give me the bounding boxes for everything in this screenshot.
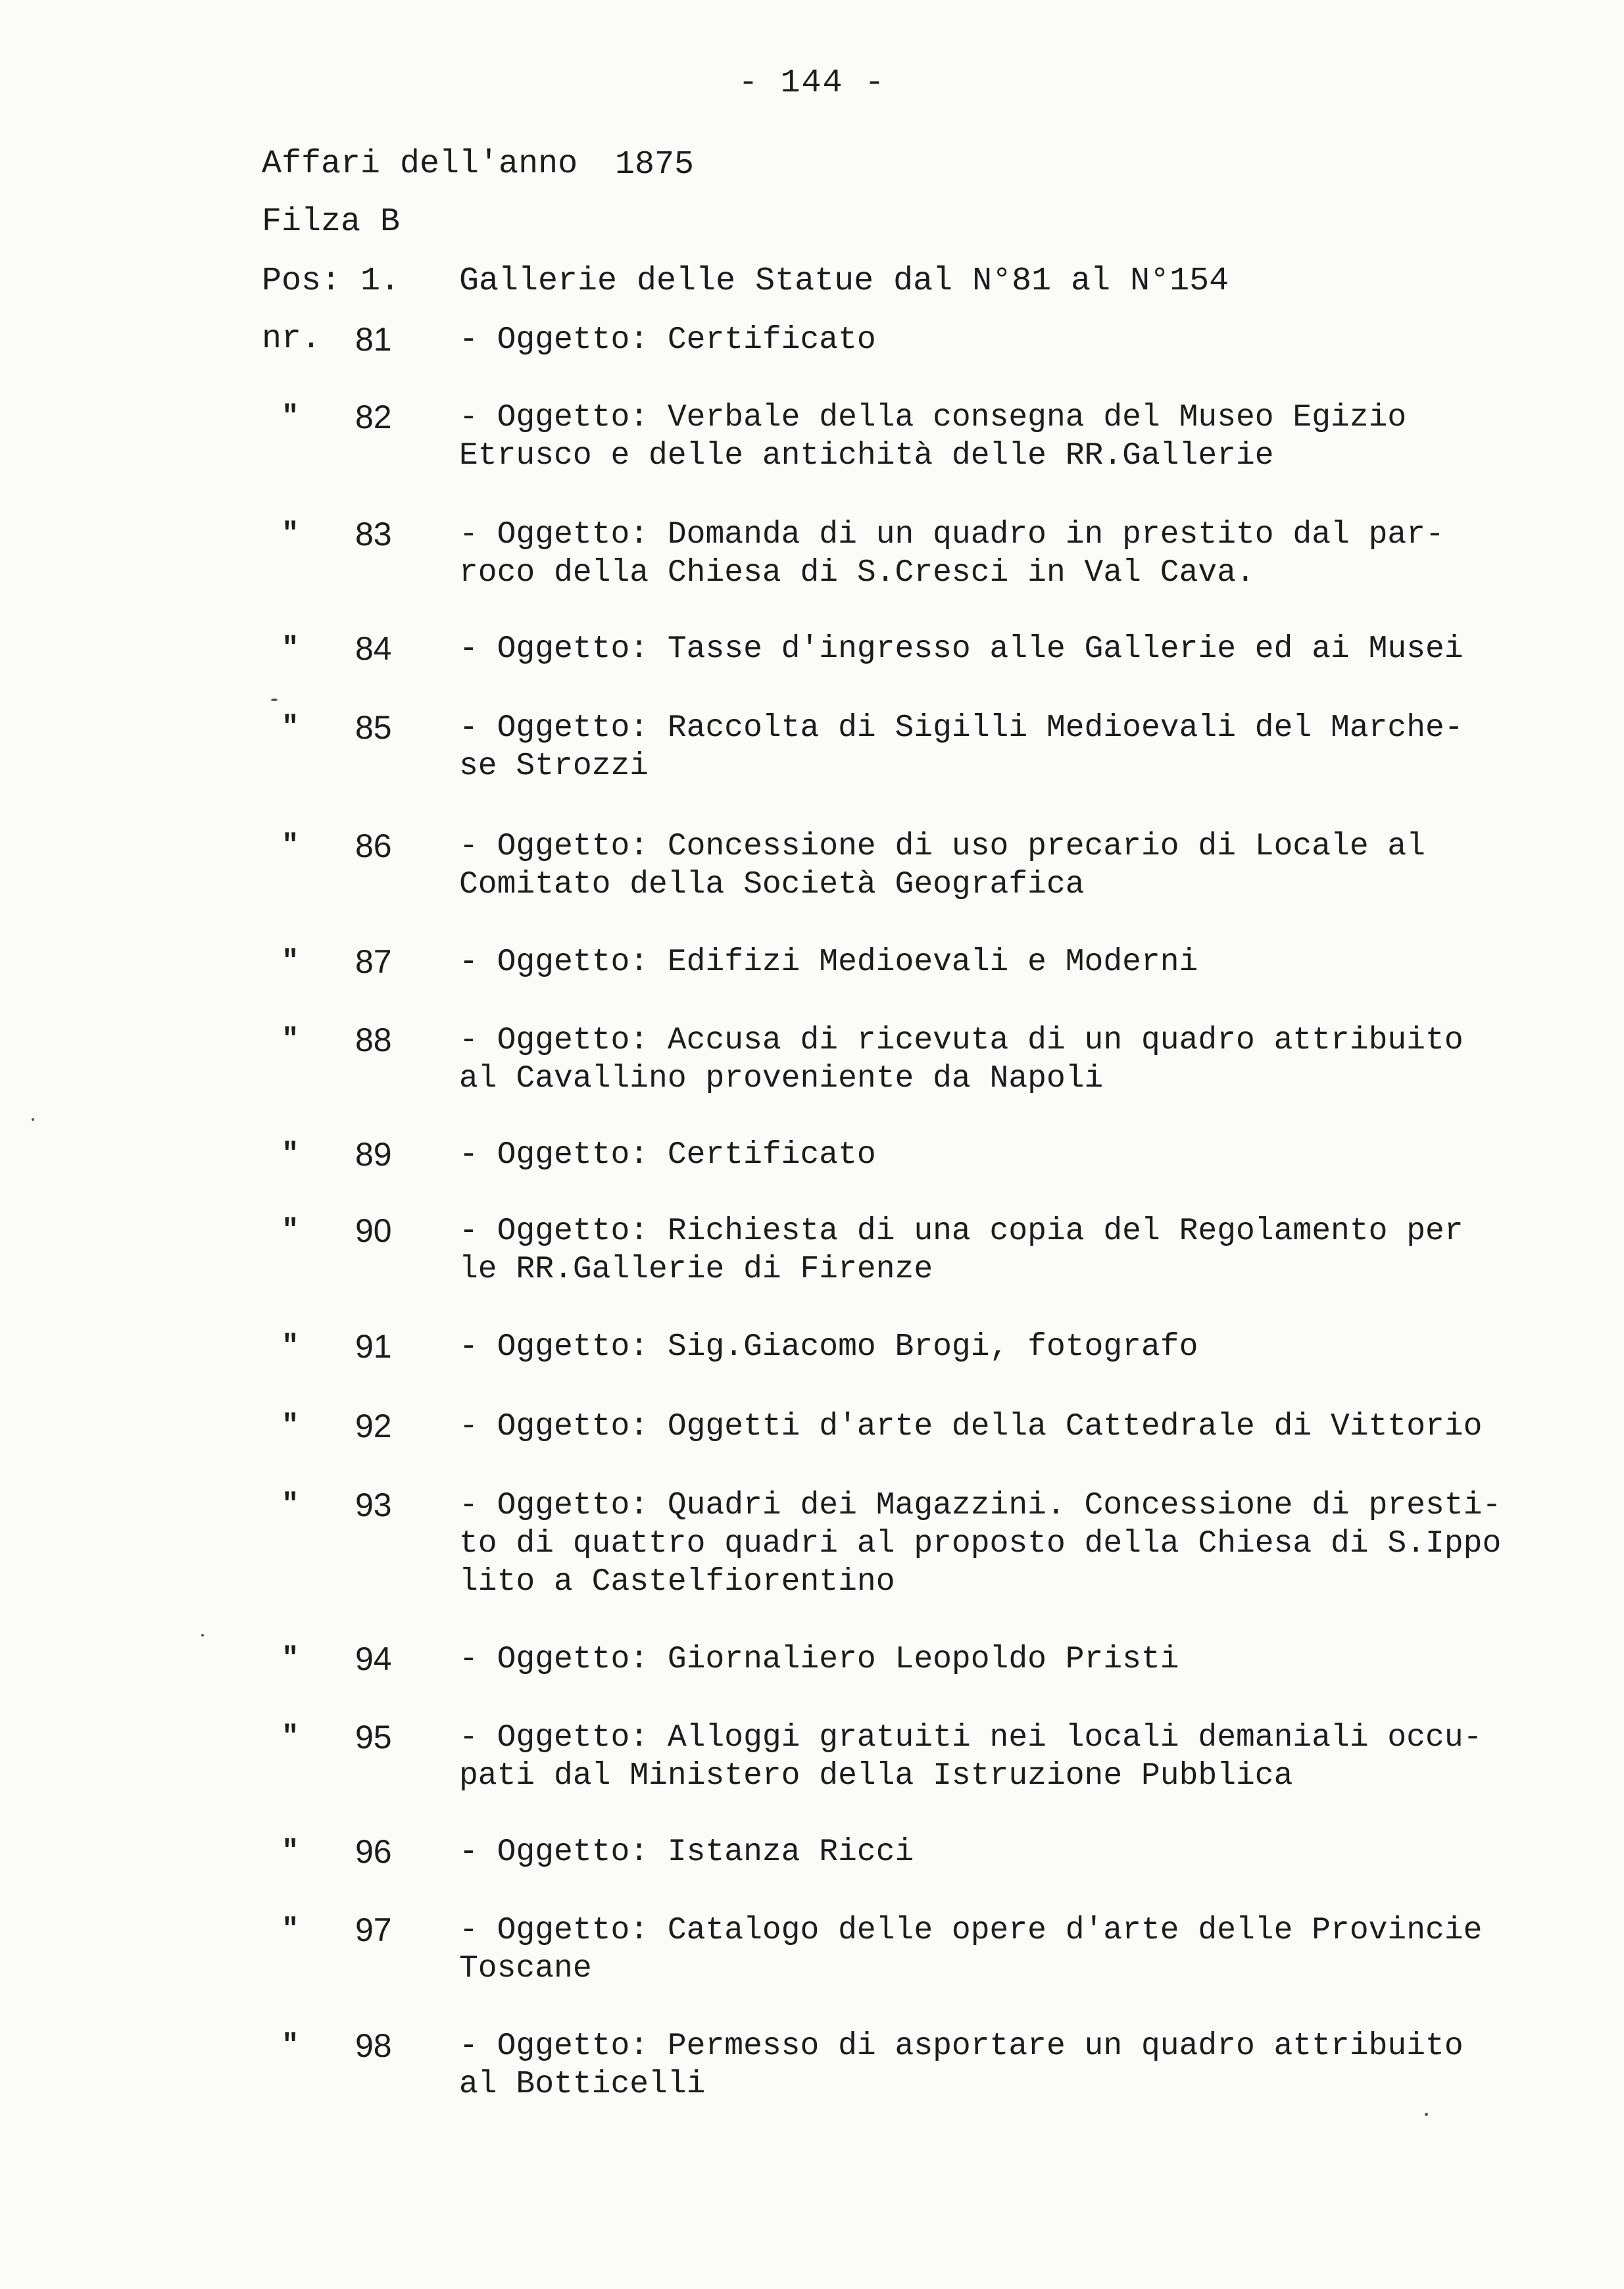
ditto-mark: " <box>282 1642 299 1675</box>
pos-label: Pos: 1. <box>262 262 401 300</box>
ditto-mark: " <box>282 711 299 744</box>
entry-text: - Oggetto: Accusa di ricevuta di un quadro attribuito al Cavallino proveniente da Napoli <box>459 1023 1464 1096</box>
ditto-mark: " <box>282 1410 299 1442</box>
entry-number: 97 <box>355 1911 392 1948</box>
ditto-mark: " <box>282 1835 299 1868</box>
entry-text: - Oggetto: Concessione di uso precario di Locale al Comitato della Società Geografica <box>459 829 1426 902</box>
entry-number: 92 <box>355 1408 392 1444</box>
ditto-mark: " <box>282 401 299 433</box>
ditto-mark: " <box>282 632 299 665</box>
entry-number: 86 <box>355 827 392 864</box>
entry-text: - Oggetto: Istanza Ricci <box>459 1834 914 1870</box>
ditto-mark: " <box>282 1214 299 1247</box>
entry-number: 98 <box>355 2027 392 2064</box>
entry-text: - Oggetto: Catalogo delle opere d'arte delle Provincie Toscane <box>459 1913 1483 1986</box>
entry-text: - Oggetto: Edifizi Medioevali e Moderni <box>459 945 1198 980</box>
entry-number: 88 <box>355 1021 392 1058</box>
entry-number: 91 <box>355 1328 392 1365</box>
ditto-mark: " <box>282 2029 299 2062</box>
entry-text: - Oggetto: Certificato <box>459 1137 876 1173</box>
filza-label: Filza B <box>262 203 401 241</box>
scan-speck <box>201 1634 204 1637</box>
ditto-mark: " <box>282 1489 299 1521</box>
nr-label: nr. <box>262 320 322 358</box>
entry-text: - Oggetto: Domanda di un quadro in prestito dal par- roco della Chiesa di S.Cresci in Val Cava. <box>459 517 1444 591</box>
entry-text: - Oggetto: Giornaliero Leopoldo Pristi <box>459 1642 1179 1677</box>
year: 1875 <box>615 146 695 184</box>
entry-text: - Oggetto: Verbale della consegna del Museo Egizio Etrusco e delle antichità delle RR.Gallerie <box>459 400 1407 474</box>
ditto-mark: " <box>282 1330 299 1363</box>
entry-text: - Oggetto: Tasse d'ingresso alle Gallerie ed ai Musei <box>459 631 1464 667</box>
ditto-mark: " <box>282 1023 299 1056</box>
entry-text: - Oggetto: Permesso di asportare un quadro attribuito al Botticelli <box>459 2029 1464 2102</box>
entry-text: - Oggetto: Raccolta di Sigilli Medioevali del Marche- se Strozzi <box>459 710 1464 784</box>
scan-speck <box>1425 2113 1428 2116</box>
entry-number: 96 <box>355 1833 392 1870</box>
entry-number: 81 <box>355 321 392 358</box>
ditto-mark: " <box>282 1913 299 1946</box>
ditto-mark: " <box>282 1138 299 1171</box>
entry-number: 94 <box>355 1640 392 1677</box>
ditto-mark: " <box>282 1721 299 1754</box>
ditto-mark: " <box>282 829 299 862</box>
entry-number: 82 <box>355 399 392 435</box>
entry-text: - Oggetto: Oggetti d'arte della Cattedrale di Vittorio <box>459 1409 1483 1444</box>
entry-number: 83 <box>355 516 392 553</box>
pos-title: Gallerie delle Statue dal N°81 al N°154 <box>459 262 1229 300</box>
entry-text: - Oggetto: Alloggi gratuiti nei locali demaniali occu- pati dal Ministero della Istruzione Pubblica <box>459 1720 1483 1794</box>
entry-text: - Oggetto: Quadri dei Magazzini. Concessione di presti- to di quattro quadri al proposto della Chiesa di S.Ippo lito a Castelfiorentino <box>459 1488 1502 1600</box>
affari-label: Affari dell'anno <box>262 145 578 183</box>
entry-number: 95 <box>355 1719 392 1756</box>
ditto-mark: " <box>282 518 299 551</box>
entry-text: - Oggetto: Richiesta di una copia del Regolamento per le RR.Gallerie di Firenze <box>459 1214 1464 1287</box>
entry-text: - Oggetto: Certificato <box>459 322 876 358</box>
ditto-mark: " <box>282 945 299 978</box>
entry-number: 90 <box>355 1212 392 1249</box>
entry-number: 87 <box>355 943 392 980</box>
entry-number: 84 <box>355 630 392 667</box>
entry-number: 93 <box>355 1487 392 1523</box>
scan-speck <box>32 1118 34 1121</box>
page-number: - 144 - <box>738 64 886 102</box>
entry-number: 89 <box>355 1136 392 1173</box>
entry-number: 85 <box>355 709 392 746</box>
entry-text: - Oggetto: Sig.Giacomo Brogi, fotografo <box>459 1329 1198 1365</box>
scan-speck <box>271 699 278 701</box>
